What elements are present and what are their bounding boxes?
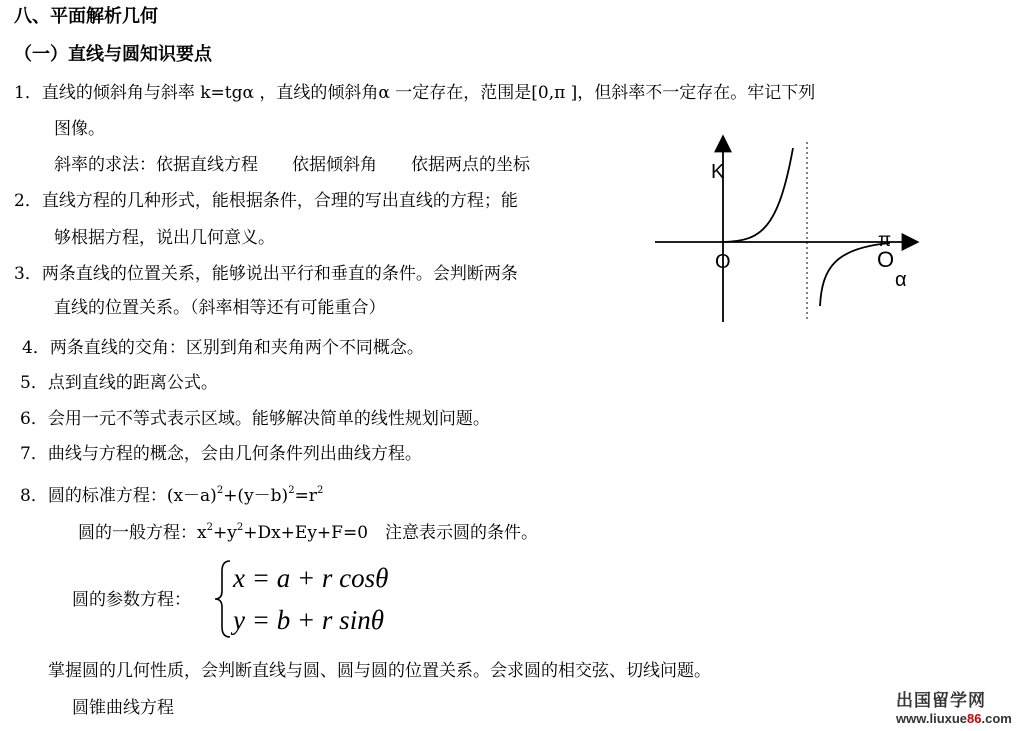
watermark-url-c: .com <box>981 711 1012 726</box>
item-4: 4．两条直线的交角：区别到角和夹角两个不同概念。 <box>22 338 424 358</box>
general-equation-rest: +Dx+Ey+F=0 注意表示圆的条件。 <box>243 523 539 543</box>
section-title: 八、平面解析几何 <box>14 6 158 27</box>
watermark-url <box>896 710 1012 727</box>
item-6: 6．会用一元不等式表示区域。能够解决简单的线性规划问题。 <box>20 409 490 429</box>
item-1-line-2: 图像。 <box>54 119 105 139</box>
item-8-standard-equation <box>20 480 323 507</box>
watermark <box>896 693 1012 727</box>
exponent: 2 <box>236 522 244 533</box>
parametric-label: 圆的参数方程： <box>72 590 191 610</box>
item-1-line-1: 1．直线的倾斜角与斜率 k=tgα ，直线的倾斜角α 一定存在，范围是[0,π ]，但斜率不一定存在。牢记下列 <box>14 83 816 103</box>
watermark-chinese: 出国留学网 <box>896 691 986 711</box>
general-equation <box>78 517 538 544</box>
item-3-line-1: 3．两条直线的位置关系，能够说出平行和垂直的条件。会判断两条 <box>14 264 518 284</box>
watermark-url-a: www.liuxue <box>896 711 968 726</box>
standard-equation-mid: +(y－b) <box>223 486 289 506</box>
standard-equation-prefix: 8．圆的标准方程：(x－a) <box>20 486 217 506</box>
exponent: 2 <box>288 485 295 496</box>
exponent: 2 <box>206 522 213 533</box>
pi-label: π <box>878 230 892 251</box>
parametric-equation-x: x = a + r cosθ <box>233 563 389 593</box>
item-7: 7．曲线与方程的概念，会由几何条件列出曲线方程。 <box>20 444 422 464</box>
parametric-equation-y: y = b + r sinθ <box>233 605 384 635</box>
exponent: 2 <box>216 485 224 496</box>
item-2-line-1: 2．直线方程的几种形式，能根据条件，合理的写出直线的方程；能 <box>14 191 518 211</box>
item-2-line-2: 够根据方程，说出几何意义。 <box>54 228 275 248</box>
y-axis-label: K <box>711 161 725 183</box>
watermark-url-number: 86 <box>967 711 982 726</box>
exponent: 2 <box>316 485 324 496</box>
tangent-branch-positive <box>723 148 793 242</box>
origin-label: O <box>715 251 731 273</box>
alpha-label: α <box>895 269 907 291</box>
general-equation-prefix: 圆的一般方程：x <box>78 523 207 543</box>
conic-section-heading: 圆锥曲线方程 <box>72 698 174 718</box>
pi-origin-label: O <box>877 247 895 272</box>
subsection-title: （一）直线与圆知识要点 <box>14 44 212 65</box>
general-equation-y: +y <box>212 523 237 543</box>
item-5: 5．点到直线的距离公式。 <box>20 373 218 393</box>
item-1-line-3: 斜率的求法：依据直线方程 依据倾斜角 依据两点的坐标 <box>54 155 530 175</box>
standard-equation-end: =r <box>294 486 317 506</box>
tangent-graph <box>650 128 922 323</box>
mastery-text: 掌握圆的几何性质，会判断直线与圆、圆与圆的位置关系。会求圆的相交弦、切线问题。 <box>48 661 711 681</box>
item-3-line-2: 直线的位置关系。（斜率相等还有可能重合） <box>54 298 386 318</box>
